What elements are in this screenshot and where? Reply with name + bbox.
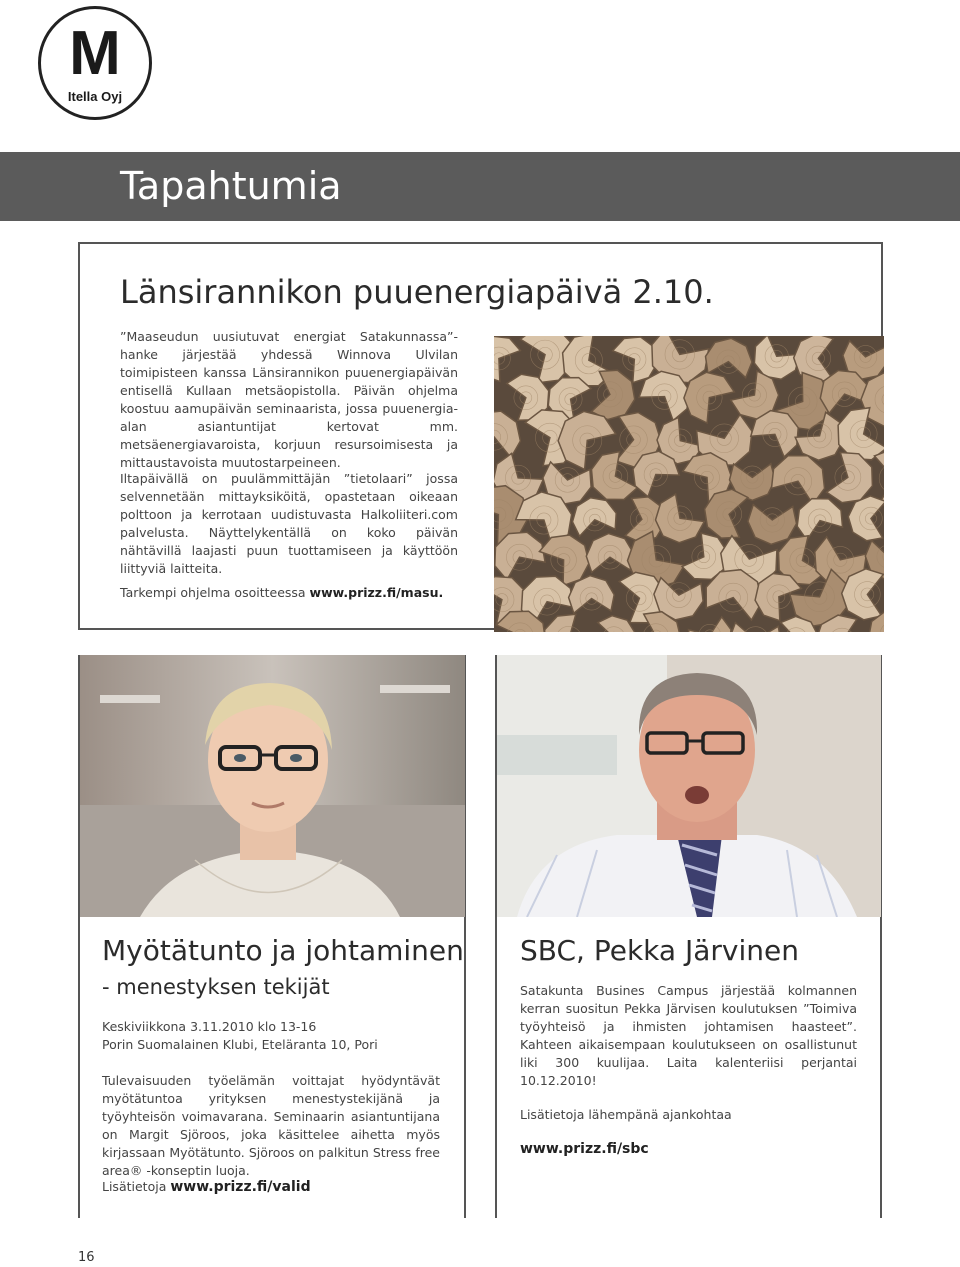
event-myotatunto-more [102,1178,440,1196]
event-myotatunto-body: Tulevaisuuden työelämän voittajat hyödyntävät myötätuntoa yrityksen menestystekijänä ja työyhteisön voimavarana. Seminaarin asiantuntijana on Margit Sjöroos, joka käsittelee aihetta myös kirjassaan Myötätunto. Sjöroos on palkitun Stress free area® -konseptin luoja. [102,1073,440,1178]
more-info-text: Tarkempi ohjelma osoitteessa [120,585,310,600]
portrait-pekka-jarvinen [497,655,881,917]
event-myotatunto-details [102,1018,442,1054]
itella-logo [38,6,152,120]
event-puuenergia-para1: ”Maaseudun uusiutuvat energiat Satakunnassa”-hanke järjestää yhdessä Winnova Ulvilan toimipisteen kanssa Länsirannikon puuenergiapäivän entisellä Kullaan metsäopistolla. Päivän ohjelma koostuu aamupäivän seminaarista, jossa puuenergia-alan asiantuntijat kertovat mm. metsäenergiavaroista, korjuun resursoimisesta ja mittaustavoista muutostarpeineen. [120,329,458,470]
logo-letter: M [69,19,121,88]
page-number: 16 [78,1250,95,1265]
more-info-link[interactable]: www.prizz.fi/masu. [309,585,444,600]
event-puuenergia-para2: Iltapäivällä on puulämmittäjän ”tietolaari” jossa selvennetään mittayksiköitä, opastetaan oikeaan polttoon ja kerrotaan uudistuvasta Halkoliiteri.com palvelusta. Näyttelykentällä on koko päivän nähtävillä laajasti puun tuottamiseen ja käyttöön liittyviä laitteita. [120,471,458,576]
event-sbc-more-text: Lisätietoja lähempänä ajankohtaa [520,1107,732,1122]
event-myotatunto-subtitle: - menestyksen tekijät [102,975,330,999]
event-date: Keskiviikkona 3.11.2010 klo 13-16 [102,1019,317,1034]
event-sbc-title: SBC, Pekka Järvinen [520,934,799,967]
portrait-margit-sjoroos [80,655,465,917]
section-header-band [0,152,960,221]
event-sbc-link [520,1140,857,1158]
more-info-text: Lisätietoja [102,1179,171,1194]
event-puuenergia-more [120,584,458,602]
more-info-link[interactable]: www.prizz.fi/sbc [520,1141,649,1157]
event-place: Porin Suomalainen Klubi, Eteläranta 10, Pori [102,1037,378,1052]
event-puuenergia-title: Länsirannikon puuenergiapäivä 2.10. [120,273,714,311]
firewood-photo [494,336,884,632]
woman-portrait-illustration [80,655,465,917]
more-info-link[interactable]: www.prizz.fi/valid [170,1179,311,1195]
logo-company: Itella Oyj [67,89,123,104]
event-sbc-body: Satakunta Busines Campus järjestää kolmannen kerran suositun Pekka Järvisen koulutuksen ”Toimiva työyhteisö ja ihmisten johtamisen haasteet”. Kahteen aikaisempaan koulutukseen on osallistunut liki 300 kuulijaa. Laita kalenteriisi perjantai 10.12.2010! [520,983,857,1088]
event-puuenergia-box [78,242,883,630]
event-myotatunto-title: Myötätunto ja johtaminen [102,934,464,967]
section-title: Tapahtumia [120,164,342,208]
firewood-illustration [494,336,884,632]
man-portrait-illustration [497,655,881,917]
